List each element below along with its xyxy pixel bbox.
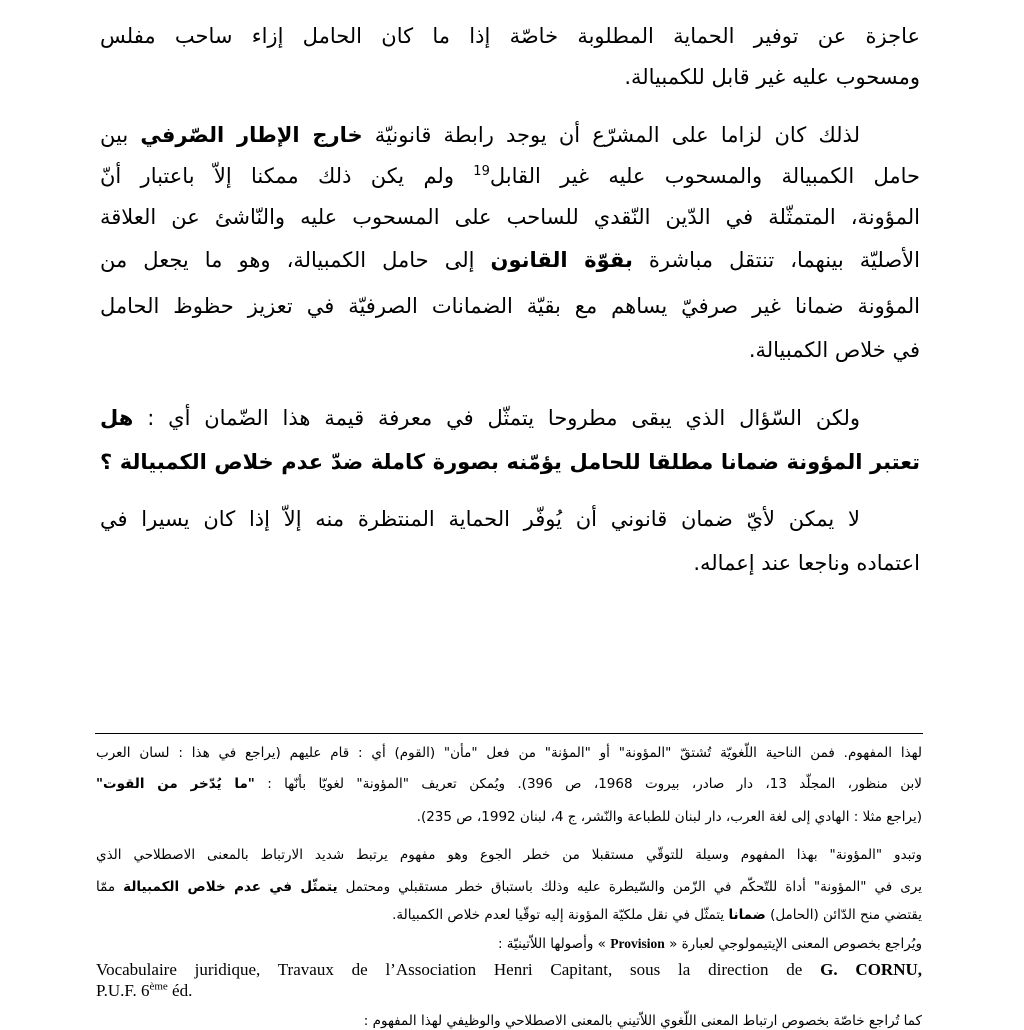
body-line xyxy=(100,162,920,190)
bold-phrase: "ما يُدّخر من القوت" xyxy=(96,776,255,792)
bold-phrase: تعتبر المؤونة ضمانا مطلقا للحامل يؤمّنه بصورة كاملة ضدّ عدم خلاص الكمبيالة ؟ xyxy=(100,450,920,474)
bold-phrase: هل xyxy=(100,406,134,430)
text-run: يقتضي منح الدّائن (الحامل) xyxy=(770,907,922,923)
text-run: بين xyxy=(100,123,129,147)
body-line xyxy=(100,246,920,274)
footnote-line xyxy=(96,960,922,980)
body-line xyxy=(100,63,920,91)
footnote-ref: 19 xyxy=(473,164,490,179)
text-run: يتمثّل في نقل ملكيّة المؤونة إليه توقّيا لعدم خلاص الكمبيالة. xyxy=(392,907,725,923)
body-line xyxy=(100,203,920,231)
footnote-line xyxy=(96,808,922,826)
footnote-line xyxy=(96,935,922,953)
footnote-line xyxy=(96,775,922,793)
body-line xyxy=(100,505,860,533)
text-run: ويُراجع بخصوص المعنى الإيتيمولوجي لعبارة « xyxy=(669,936,922,952)
bold-phrase: ضمانا xyxy=(728,907,766,923)
bold-phrase: يتمثّل في عدم خلاص الكمبيالة xyxy=(123,879,338,895)
text-run: (يراجع مثلا : الهادي إلى لغة العرب، دار لبنان للطباعة والنّشر، ج 4، لبنان 1992، ص 235). xyxy=(416,809,922,825)
body-line xyxy=(100,549,920,577)
text-run: ولم يكن ذلك ممكنا إلاّ باعتبار أنّ xyxy=(100,164,454,188)
footnote-separator xyxy=(95,733,923,734)
body-line xyxy=(100,22,920,50)
text-run: الأصليّة بينهما، تنتقل مباشرة xyxy=(648,248,920,272)
footnote-line xyxy=(96,1012,922,1030)
text-run: P.U.F. 6 xyxy=(96,981,150,1000)
footnote-line xyxy=(96,744,922,762)
text-run: يرى في "المؤونة" أداة للتّحكّم في الزّمن والسّيطرة عليه وذلك باستباق خطر مستقبلي ومحتمل xyxy=(345,879,922,895)
footnote-line xyxy=(96,846,922,864)
text-run: المؤونة، المتمثّلة في الدّين النّقدي للساحب على المسحوب عليه والنّاشئ عن العلاقة xyxy=(100,205,920,229)
text-run: عاجزة عن توفير الحماية المطلوبة خاصّة إذا ما كان الحامل إزاء ساحب مفلس xyxy=(100,24,920,48)
text-run: وتبدو "المؤونة" بهذا المفهوم وسيلة للتوقّي مستقبلا من خطر الجوع وهو مفهوم يرتبط شديد الارتباط بالمعنى الاصطلاحي الذي xyxy=(96,847,922,863)
text-run: لهذا المفهوم. فمن الناحية اللّغويّة تُشتقّ "المؤونة" أو "المؤنة" من فعل "مأن" (القوم) أي : قام عليهم (يراجع في هذا : لسان العرب xyxy=(96,745,922,761)
footnote-line xyxy=(96,981,922,1001)
superscript: ème xyxy=(149,980,168,993)
text-run: Vocabulaire juridique, Travaux de l’Association Henri Capitant, sous la direction de xyxy=(96,960,803,979)
text-run: ومسحوب عليه غير قابل للكمبيالة. xyxy=(624,65,920,89)
text-run: ممّا xyxy=(96,879,116,895)
text-run: لا يمكن لأيّ ضمان قانوني أن يُوفّر الحماية المنتظرة منه إلاّ إذا كان يسيرا في xyxy=(100,507,860,531)
text-run: كما تُراجع خاصّة بخصوص ارتباط المعنى اللّغوي اللاّتيني بالمعنى الاصطلاحي والوظيفي لهذا المفهوم : xyxy=(363,1013,922,1029)
text-run: اعتماده وناجعا عند إعماله. xyxy=(693,551,920,575)
text-run: لابن منظور، المجلّد 13، دار صادر، بيروت 1968، ص 396). ويُمكن تعريف "المؤونة" لغويّا بأنّها : xyxy=(267,776,922,792)
body-line xyxy=(100,448,920,476)
bold-phrase: بقوّة القانون xyxy=(490,248,633,272)
body-line xyxy=(100,404,860,432)
text-run: المؤونة ضمانا غير صرفيّ يساهم مع بقيّة الضمانات الصرفيّة في تعزيز حظوظ الحامل xyxy=(100,294,920,318)
body-line xyxy=(100,292,920,320)
bold-phrase: G. CORNU, xyxy=(820,960,923,979)
text-run: » وأصولها اللاّتينيّة : xyxy=(497,936,606,952)
text-run: حامل الكمبيالة والمسحوب عليه غير القابل xyxy=(489,164,920,188)
text-run: éd. xyxy=(167,981,193,1000)
footnote-line xyxy=(96,878,922,896)
text-run: في خلاص الكمبيالة. xyxy=(748,338,920,362)
body-line xyxy=(100,336,920,364)
bold-phrase: خارج الإطار الصّرفي xyxy=(140,123,363,147)
text-run: إلى حامل الكمبيالة، وهو ما يجعل من xyxy=(100,248,475,272)
latin-term: Provision xyxy=(610,936,665,951)
text-run: لذلك كان لزاما على المشرّع أن يوجد رابطة قانونيّة xyxy=(374,123,860,147)
body-line xyxy=(100,121,860,149)
text-run: ولكن السّؤال الذي يبقى مطروحا يتمثّل في معرفة قيمة هذا الضّمان أي : xyxy=(147,406,860,430)
footnote-line xyxy=(96,906,922,924)
